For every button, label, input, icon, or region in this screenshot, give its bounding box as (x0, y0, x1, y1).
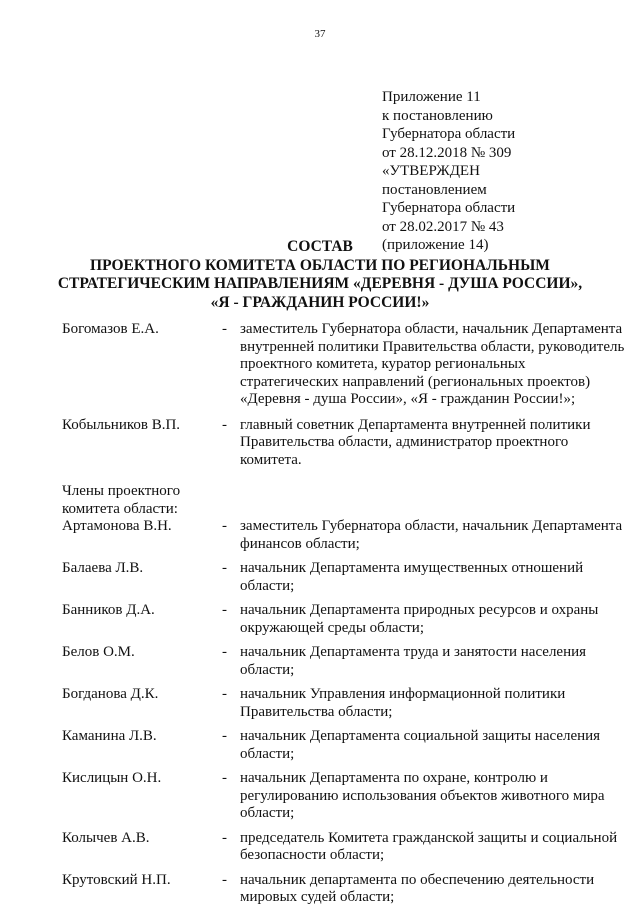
member-role: начальник Управления информационной политики Правительства области; (240, 686, 566, 720)
appendix-line: Губернатора области (382, 200, 516, 216)
appendix-line: от 28.12.2018 № 309 (382, 144, 512, 161)
dash-separator: - (222, 829, 227, 846)
appendix-approval-block (382, 88, 632, 255)
dash-separator: - (222, 321, 227, 337)
member-role: начальник Департамента социальной защиты населения области; (240, 728, 601, 762)
appendix-line: (приложение 14) (382, 237, 489, 253)
member-role: начальник Департамента имущественных отношений области; (240, 560, 584, 594)
title-line: ПРОЕКТНОГО КОМИТЕТА ОБЛАСТИ ПО РЕГИОНАЛЬНЫМ (90, 256, 550, 274)
dash-separator: - (222, 518, 227, 534)
dash-separator: - (222, 728, 227, 744)
appendix-line: «УТВЕРЖДЕН (382, 163, 480, 179)
roster-row-member (62, 560, 627, 595)
roster-row-member (62, 728, 627, 763)
member-name: Колычев А.В. (62, 829, 150, 846)
member-name: Кобыльников В.П. (62, 416, 181, 433)
member-name: Балаева Л.В. (62, 560, 144, 576)
dash-separator: - (222, 416, 227, 433)
roster-row-leader (62, 321, 627, 409)
roster-row-member (62, 602, 627, 637)
dash-separator: - (222, 871, 227, 888)
page-number: 37 (314, 28, 326, 40)
member-role: заместитель Губернатора области, начальник Департамента внутренней политики Правительства области, руководитель проектного комитета, куратор региональных стратегических направлений (региональных проектов) «Деревня - душа России», «Я - гражданин России!»; (240, 321, 625, 407)
dash-separator: - (222, 560, 227, 576)
title-line: СОСТАВ (287, 238, 353, 255)
appendix-line: Приложение 11 (382, 89, 481, 105)
dash-separator: - (222, 602, 227, 618)
dash-separator: - (222, 686, 227, 702)
member-name: Белов О.М. (62, 644, 135, 660)
roster-row-member (62, 872, 627, 907)
appendix-line: постановлением (382, 181, 487, 198)
roster-row-member (62, 644, 627, 679)
dash-separator: - (222, 770, 227, 786)
member-name: Крутовский Н.П. (62, 871, 171, 888)
member-name: Кислицын О.Н. (62, 770, 162, 786)
dash-separator: - (222, 644, 227, 660)
member-name: Банников Д.А. (62, 602, 155, 618)
appendix-line: Губернатора области (382, 126, 516, 142)
member-name: Богомазов Е.А. (62, 321, 159, 337)
member-role: начальник Департамента природных ресурсов и охраны окружающей среды области; (240, 602, 599, 636)
member-name: Каманина Л.В. (62, 728, 157, 744)
committee-roster (62, 321, 627, 907)
roster-row-member (62, 830, 627, 865)
roster-row-member (62, 686, 627, 721)
member-role: главный советник Департамента внутренней политики Правительства области, администратор проектного комитета. (240, 416, 591, 468)
title-line: СТРАТЕГИЧЕСКИМ НАПРАВЛЕНИЯМ «ДЕРЕВНЯ - ДУША РОССИИ», (57, 275, 583, 292)
member-role: заместитель Губернатора области, начальник Департамента финансов области; (240, 518, 623, 552)
document-title (20, 238, 620, 312)
member-role: начальник Департамента труда и занятости населения области; (240, 644, 587, 678)
appendix-line: к постановлению (382, 107, 493, 124)
member-role: начальник Департамента по охране, контролю и регулированию использования объектов животного мира области; (240, 770, 605, 821)
members-heading: Члены проектного комитета области: (62, 483, 181, 517)
roster-row-member (62, 518, 627, 553)
member-role: начальник департамента по обеспечению деятельности мировых судей области; (240, 871, 595, 905)
member-role: председатель Комитета гражданской защиты и социальной безопасности области; (240, 829, 618, 863)
roster-row-administrator (62, 417, 627, 470)
appendix-line: от 28.02.2017 № 43 (382, 218, 504, 235)
title-line: «Я - ГРАЖДАНИН РОССИИ!» (210, 293, 430, 311)
roster-row-member (62, 770, 627, 823)
member-name: Артамонова В.Н. (62, 518, 172, 534)
member-name: Богданова Д.К. (62, 686, 159, 702)
